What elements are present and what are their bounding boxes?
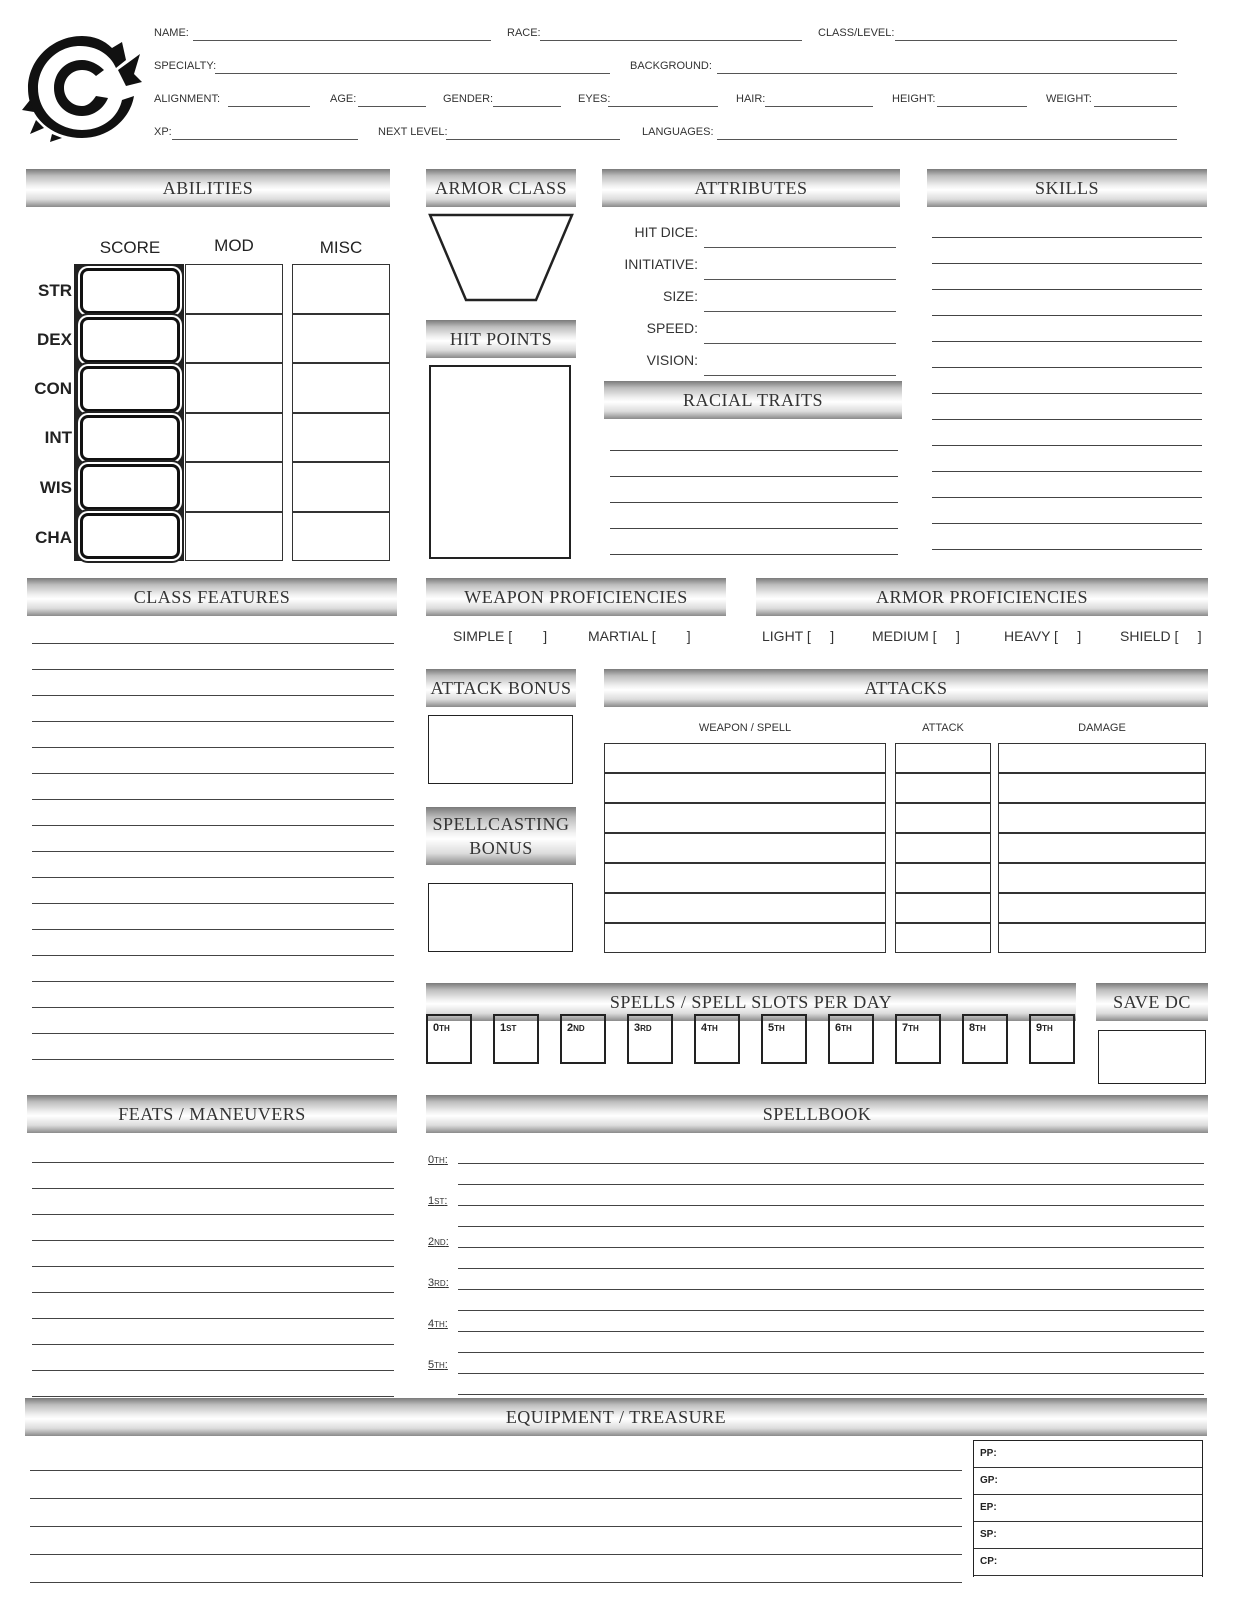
spell-slot-7-suffix: TH xyxy=(908,1024,919,1033)
equipment-treasure-header: EQUIPMENT / TREASURE xyxy=(25,1398,1207,1436)
height-label: HEIGHT: xyxy=(892,93,936,105)
spellbook-level-1-suffix: ST xyxy=(434,1197,445,1206)
attack-row-damage[interactable] xyxy=(998,893,1206,923)
mod-cell[interactable] xyxy=(185,413,283,463)
spell-slot-6[interactable] xyxy=(828,1014,874,1064)
dex-score-box[interactable] xyxy=(80,317,180,363)
feats-maneuvers-lines[interactable] xyxy=(32,1137,394,1397)
attack-row-damage[interactable] xyxy=(998,803,1206,833)
weight-label: WEIGHT: xyxy=(1046,93,1092,105)
coin-purse xyxy=(973,1440,1203,1577)
attack-row-damage[interactable] xyxy=(998,923,1206,953)
cha-score-box[interactable] xyxy=(80,513,180,559)
armor-proficiencies-header: ARMOR PROFICIENCIES xyxy=(756,578,1208,616)
spell-slot-4-suffix: TH xyxy=(707,1024,718,1033)
ability-con: CON xyxy=(34,379,72,398)
attack-row-damage[interactable] xyxy=(998,743,1206,773)
alignment-label: ALIGNMENT: xyxy=(154,93,221,105)
vision-field[interactable] xyxy=(704,375,896,376)
initiative-label: INITIATIVE: xyxy=(624,256,698,272)
spellbook-level-3-suffix: RD xyxy=(434,1279,446,1288)
spell-slot-2-label: 2 xyxy=(567,1022,574,1034)
attack-row-weapon[interactable] xyxy=(604,833,886,863)
int-score-box[interactable] xyxy=(80,415,180,461)
spell-slot-0[interactable] xyxy=(426,1014,472,1064)
gender-label: GENDER: xyxy=(443,93,494,105)
spellbook-level-4-suffix: TH xyxy=(434,1320,445,1329)
languages-field[interactable] xyxy=(717,139,1177,140)
misc-cell[interactable] xyxy=(292,264,390,314)
spell-slot-1-label: 1 xyxy=(500,1022,507,1034)
save-dc-header: SAVE DC xyxy=(1096,983,1208,1021)
spellbook-level-4-label: 4 xyxy=(428,1318,435,1330)
class-level-label: CLASS/LEVEL: xyxy=(818,27,895,39)
misc-cell[interactable] xyxy=(292,413,390,463)
platinum-pieces[interactable]: PP: xyxy=(974,1441,1202,1468)
spellbook-level-5: 5TH: xyxy=(428,1359,448,1371)
mod-cell[interactable] xyxy=(185,512,283,562)
attack-row-bonus[interactable] xyxy=(895,773,991,803)
racial-traits-header: RACIAL TRAITS xyxy=(604,381,902,419)
age-label: AGE: xyxy=(330,93,357,105)
misc-cell[interactable] xyxy=(292,314,390,364)
speed-field[interactable] xyxy=(704,343,896,344)
gender-field[interactable] xyxy=(493,106,561,107)
spell-slot-1-suffix: ST xyxy=(506,1024,517,1033)
height-field[interactable] xyxy=(937,106,1027,107)
simple-proficiency[interactable]: SIMPLE [ ] xyxy=(453,628,548,644)
weapon-proficiencies-header: WEAPON PROFICIENCIES xyxy=(426,578,726,616)
spell-slot-3-suffix: RD xyxy=(640,1024,652,1033)
skills-header: SKILLS xyxy=(927,169,1207,207)
hit-points-box[interactable] xyxy=(429,365,571,559)
attack-row-bonus[interactable] xyxy=(895,893,991,923)
mod-column-header: MOD xyxy=(214,236,254,255)
spellbook-level-3: 3RD: xyxy=(428,1277,449,1289)
skills-lines[interactable] xyxy=(932,212,1202,550)
attack-row-weapon[interactable] xyxy=(604,803,886,833)
spell-slot-7[interactable] xyxy=(895,1014,941,1064)
class-features-lines[interactable] xyxy=(32,618,394,1060)
spellbook-level-3-label: 3 xyxy=(428,1277,435,1289)
spellbook-level-0-suffix: TH xyxy=(434,1156,445,1165)
spell-slot-1[interactable] xyxy=(493,1014,539,1064)
attack-row-bonus[interactable] xyxy=(895,923,991,953)
size-label: SIZE: xyxy=(662,288,698,304)
spell-slot-2[interactable] xyxy=(560,1014,606,1064)
spellbook-level-2: 2ND: xyxy=(428,1236,449,1248)
weapon-spell-column xyxy=(604,743,886,953)
attack-row-weapon[interactable] xyxy=(604,743,886,773)
attack-row-weapon[interactable] xyxy=(604,923,886,953)
weight-field[interactable] xyxy=(1094,106,1177,107)
alignment-field[interactable] xyxy=(228,106,310,107)
spellbook-level-5-suffix: TH xyxy=(434,1361,445,1370)
eyes-label: EYES: xyxy=(578,93,611,105)
attack-row-bonus[interactable] xyxy=(895,803,991,833)
martial-proficiency[interactable]: MARTIAL [ ] xyxy=(588,628,691,644)
mod-cell[interactable] xyxy=(185,363,283,413)
light-armor-proficiency[interactable]: LIGHT [ ] xyxy=(762,628,835,644)
hair-label: HAIR: xyxy=(736,93,766,105)
spell-slot-0-suffix: TH xyxy=(439,1024,450,1033)
hair-field[interactable] xyxy=(765,106,873,107)
spell-slot-7-label: 7 xyxy=(902,1022,909,1034)
ability-dex: DEX xyxy=(37,330,72,349)
attack-row-damage[interactable] xyxy=(998,833,1206,863)
misc-cell[interactable] xyxy=(292,462,390,512)
gold-pieces[interactable]: GP: xyxy=(974,1468,1202,1495)
hit-dice-field[interactable] xyxy=(704,247,896,248)
vision-label: VISION: xyxy=(646,352,698,368)
spellbook-lines[interactable] xyxy=(458,1143,1204,1395)
feats-maneuvers-header: FEATS / MANEUVERS xyxy=(27,1095,397,1133)
damage-column xyxy=(998,743,1206,953)
spell-slot-9[interactable] xyxy=(1029,1014,1075,1064)
abilities-header: ABILITIES xyxy=(26,169,390,207)
class-level-field[interactable] xyxy=(895,40,1177,41)
attack-column xyxy=(895,743,991,953)
speed-label: SPEED: xyxy=(646,320,698,336)
attack-row-weapon[interactable] xyxy=(604,773,886,803)
damage-column-header: DAMAGE xyxy=(1078,722,1126,734)
str-score-box[interactable] xyxy=(80,268,180,314)
misc-column-header: MISC xyxy=(319,238,363,257)
ability-cha: CHA xyxy=(35,528,72,547)
attack-row-weapon[interactable] xyxy=(604,893,886,923)
mod-column xyxy=(185,264,283,561)
spellbook-level-4: 4TH: xyxy=(428,1318,448,1330)
specialty-label: SPECIALTY: xyxy=(154,60,217,72)
background-label: BACKGROUND: xyxy=(630,60,712,72)
dragon-logo-icon xyxy=(22,30,142,142)
spell-slot-0-label: 0 xyxy=(433,1022,440,1034)
spell-slot-9-label: 9 xyxy=(1036,1022,1043,1034)
next-level-label: NEXT LEVEL: xyxy=(378,126,448,138)
ability-wis: WIS xyxy=(39,478,72,497)
con-score-box[interactable] xyxy=(80,366,180,412)
spellbook-level-1-label: 1 xyxy=(428,1195,435,1207)
ability-int: INT xyxy=(44,428,72,447)
spellcasting-bonus-header: SPELLCASTING BONUS xyxy=(426,807,576,865)
spellcasting-bonus-box[interactable] xyxy=(428,883,573,952)
hit-points-header: HIT POINTS xyxy=(426,320,576,358)
armor-class-shield[interactable] xyxy=(428,213,574,303)
spellbook-level-2-label: 2 xyxy=(428,1236,435,1248)
spellbook-header: SPELLBOOK xyxy=(426,1095,1208,1133)
mod-cell[interactable] xyxy=(185,314,283,364)
spell-slot-5[interactable] xyxy=(761,1014,807,1064)
initiative-field[interactable] xyxy=(704,279,896,280)
specialty-field[interactable] xyxy=(215,73,610,74)
equipment-lines[interactable] xyxy=(30,1443,962,1583)
spell-slot-4[interactable] xyxy=(694,1014,740,1064)
spell-slot-4-label: 4 xyxy=(701,1022,708,1034)
languages-label: LANGUAGES: xyxy=(642,126,714,138)
heavy-armor-proficiency[interactable]: HEAVY [ ] xyxy=(1004,628,1082,644)
xp-field[interactable] xyxy=(172,139,358,140)
shield-proficiency[interactable]: SHIELD [ ] xyxy=(1120,628,1202,644)
racial-traits-lines[interactable] xyxy=(610,425,898,555)
electrum-pieces[interactable]: EP: xyxy=(974,1495,1202,1522)
spellbook-level-0-label: 0 xyxy=(428,1154,435,1166)
spellbook-level-2-suffix: ND xyxy=(434,1238,446,1247)
attack-row-damage[interactable] xyxy=(998,863,1206,893)
background-field[interactable] xyxy=(717,73,1177,74)
spell-slot-8-label: 8 xyxy=(969,1022,976,1034)
age-field[interactable] xyxy=(358,106,426,107)
misc-cell[interactable] xyxy=(292,363,390,413)
spell-slot-6-label: 6 xyxy=(835,1022,842,1034)
spell-slot-3-label: 3 xyxy=(634,1022,641,1034)
attack-row-bonus[interactable] xyxy=(895,743,991,773)
wis-score-box[interactable] xyxy=(80,464,180,510)
mod-cell[interactable] xyxy=(185,264,283,314)
attack-bonus-box[interactable] xyxy=(428,715,573,784)
spellbook-level-1: 1ST: xyxy=(428,1195,448,1207)
eyes-field[interactable] xyxy=(608,106,718,107)
attacks-header: ATTACKS xyxy=(604,669,1208,707)
race-field[interactable] xyxy=(540,40,802,41)
spell-slot-8[interactable] xyxy=(962,1014,1008,1064)
attack-row-weapon[interactable] xyxy=(604,863,886,893)
spell-slot-3[interactable] xyxy=(627,1014,673,1064)
spell-slot-9-suffix: TH xyxy=(1042,1024,1053,1033)
spellbook-level-0: 0TH: xyxy=(428,1154,448,1166)
armor-class-header: ARMOR CLASS xyxy=(426,169,576,207)
spell-slot-5-suffix: TH xyxy=(774,1024,785,1033)
silver-pieces[interactable]: SP: xyxy=(974,1522,1202,1549)
spell-slot-5-label: 5 xyxy=(768,1022,775,1034)
attack-row-damage[interactable] xyxy=(998,773,1206,803)
hit-dice-label: HIT DICE: xyxy=(634,224,698,240)
medium-armor-proficiency[interactable]: MEDIUM [ ] xyxy=(872,628,960,644)
spell-slot-6-suffix: TH xyxy=(841,1024,852,1033)
spell-slot-8-suffix: TH xyxy=(975,1024,986,1033)
name-field[interactable] xyxy=(193,40,491,41)
misc-column xyxy=(292,264,390,561)
score-column-header: SCORE xyxy=(99,238,161,257)
attack-bonus-header: ATTACK BONUS xyxy=(426,669,576,707)
attributes-header: ATTRIBUTES xyxy=(602,169,900,207)
attack-row-bonus[interactable] xyxy=(895,863,991,893)
ability-str: STR xyxy=(38,281,72,300)
weapon-spell-column-header: WEAPON / SPELL xyxy=(698,722,792,734)
xp-label: XP: xyxy=(154,126,172,138)
copper-pieces[interactable]: CP: xyxy=(974,1549,1202,1576)
save-dc-box[interactable] xyxy=(1098,1030,1206,1084)
attack-row-bonus[interactable] xyxy=(895,833,991,863)
name-label: NAME: xyxy=(154,27,189,39)
misc-cell[interactable] xyxy=(292,512,390,562)
spellbook-level-5-label: 5 xyxy=(428,1359,435,1371)
mod-cell[interactable] xyxy=(185,462,283,512)
size-field[interactable] xyxy=(704,311,896,312)
attack-column-header: ATTACK xyxy=(922,722,964,734)
spell-slots-header: SPELLS / SPELL SLOTS PER DAY xyxy=(426,983,1076,1021)
spell-slot-2-suffix: ND xyxy=(573,1024,585,1033)
race-label: RACE: xyxy=(507,27,541,39)
next-level-field[interactable] xyxy=(446,139,620,140)
class-features-header: CLASS FEATURES xyxy=(27,578,397,616)
